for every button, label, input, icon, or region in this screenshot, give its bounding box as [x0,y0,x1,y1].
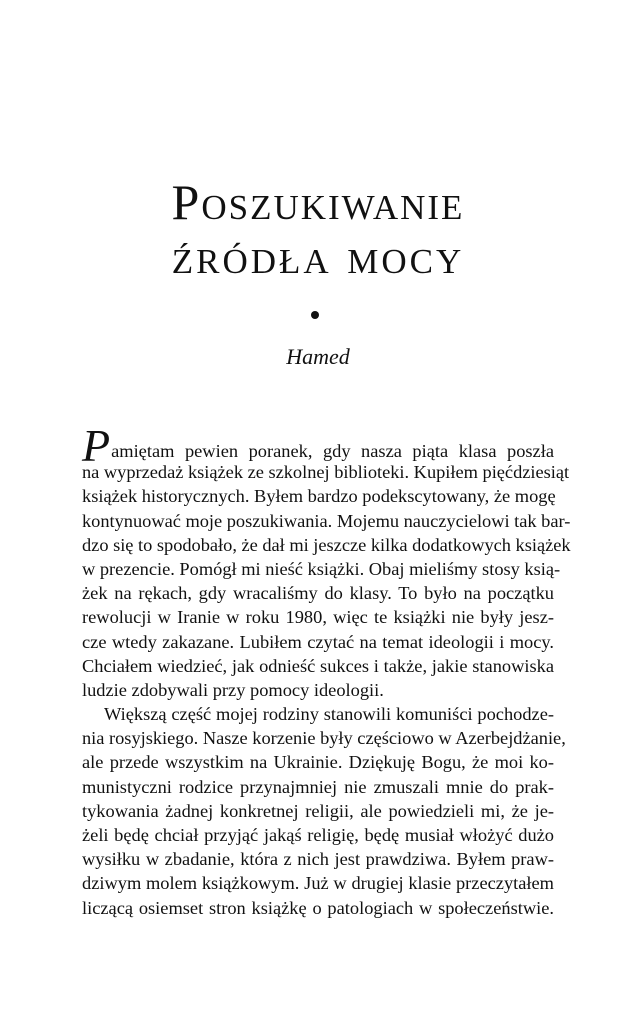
body-line-text: amiętam pewien poranek, gdy nasza piąta klasa poszła [111,441,554,461]
body-line: dziwym molem książkowym. Już w drugiej klasie przeczytałem [82,873,554,894]
body-line: wysiłku w zbadanie, która z nich jest prawdziwa. Byłem praw- [82,849,554,870]
body-line: tykowania żadnej konkretnej religii, ale powiedzieli mi, że je- [82,800,554,821]
chapter-body-text [82,420,571,920]
body-line: na wyprzedaż książek ze szkolnej biblioteki. Kupiłem pięćdziesiąt [82,462,570,483]
body-line: Większą część mojej rodziny stanowili komuniści pochodze- [104,704,554,725]
body-line: w prezencie. Pomógł mi nieść książki. Obaj mieliśmy stosy ksią- [82,558,561,579]
body-line: ludzie zdobywali przy pomocy ideologii. [82,679,384,700]
body-line: żek na rękach, gdy wracaliśmy do klasy. To było na początku [82,583,554,604]
body-line: munistyczni rodzice przynajmniej nie zmuszali mnie do prak- [82,776,554,797]
body-line: nia rosyjskiego. Nasze korzenie były częściowo w Azerbejdżanie, [82,728,566,749]
body-line: książek historycznych. Byłem bardzo podekscytowany, że mogę [82,486,556,507]
body-line: Chciałem wiedzieć, jak odnieść sukces i także, jakie stanowiska [82,655,554,676]
body-line [82,420,554,471]
body-line: dzo się to spodobało, że dał mi jeszcze kilka dodatkowych książek [82,534,571,555]
body-line: ale przede wszystkim na Ukrainie. Dziękuję Bogu, że moi ko- [82,752,554,773]
body-line: cze wtedy zakazane. Lubiłem czytać na temat ideologii i mocy. [82,631,554,652]
chapter-title-line-1: Poszukiwanie [171,174,465,230]
body-line: kontynuować moje poszukiwania. Mojemu nauczycielowi tak bar- [82,510,571,531]
body-line: żeli będę chciał przyjąć jakąś religię, będę musiał włożyć dużo [82,825,554,845]
drop-cap: P [82,420,111,471]
chapter-title-line-2: źródła mocy [171,228,465,284]
chapter-author: Hamed [286,344,350,369]
body-line: rewolucji w Iranie w roku 1980, więc te książki nie były jesz- [82,607,554,628]
title-ornament-dot [311,311,319,319]
body-line: liczącą osiemset stron książkę o patologiach w społeczeństwie. [82,897,554,918]
